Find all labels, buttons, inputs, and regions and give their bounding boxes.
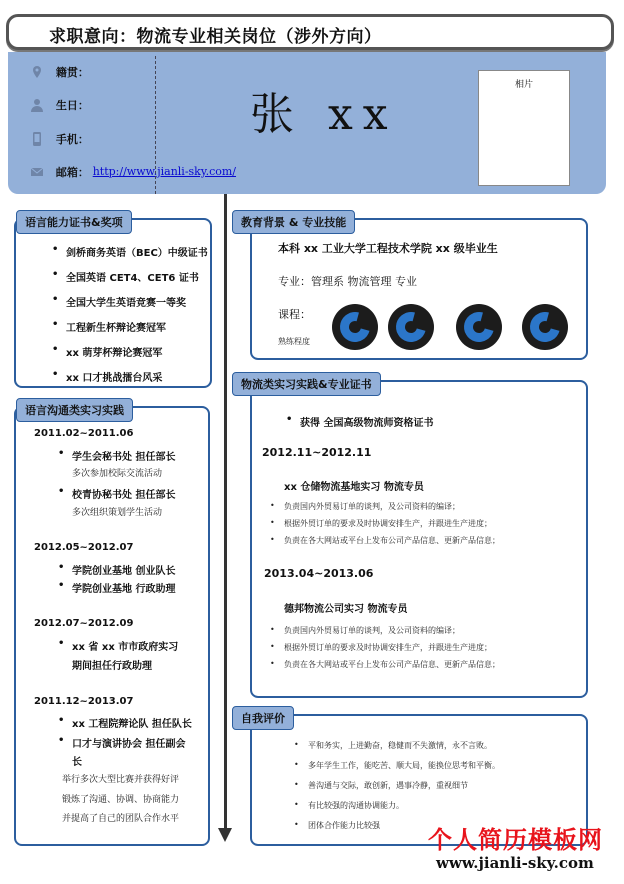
skill-donut xyxy=(522,304,568,350)
mail-icon xyxy=(30,165,44,179)
info-label: 籍贯： xyxy=(55,66,89,79)
list-item: • 剑桥商务英语（BEC）中级证书 xyxy=(66,244,208,259)
info-birthday xyxy=(30,97,89,113)
list-item: • 学院创业基地 创业队长 xyxy=(72,562,175,577)
skill-label: 熟练程度 xyxy=(278,337,310,346)
duty-item: • 根据外贸订单的要求及时协调安排生产，并跟进生产进度； xyxy=(284,518,492,529)
section-tag-education: 教育背景 & 专业技能 xyxy=(232,210,355,234)
skill-donut xyxy=(332,304,378,350)
list-item: • 口才与演讲协会 担任副会 xyxy=(72,735,185,750)
list-item: • 获得 全国高级物流师资格证书 xyxy=(300,414,433,429)
duty-item: • 负责国内外贸易订单的谈判，及公司资料的编译； xyxy=(284,501,460,512)
section-tag-logistics: 物流类实习实践&专业证书 xyxy=(232,372,381,396)
list-detail: 期间担任行政助理 xyxy=(72,661,152,672)
page-title: 求职意向：物流专业相关岗位（涉外方向） xyxy=(49,27,382,47)
course-label: 课程： xyxy=(278,308,311,321)
info-label: 手机： xyxy=(55,133,89,146)
job-title: xx 仓储物流基地实习 物流专员 xyxy=(284,482,424,493)
list-item: • 校青协秘书处 担任部长 xyxy=(72,486,175,501)
list-detail: 多次组织策划学生活动 xyxy=(72,508,163,518)
location-icon xyxy=(30,65,44,79)
info-email xyxy=(30,164,236,180)
date-range: 2012.05~2012.07 xyxy=(34,542,134,553)
degree-line: 本科 xx 工业大学工程技术学院 xx 级毕业生 xyxy=(278,242,498,255)
section-tag-certs: 语言能力证书&奖项 xyxy=(16,210,132,234)
arrow-down-icon xyxy=(218,828,232,842)
list-item: • 平和务实，上进勤奋，稳健而不失激情，永不言败。 xyxy=(308,740,492,751)
list-item: • xx 工程院辩论队 担任队长 xyxy=(72,715,192,730)
phone-icon xyxy=(30,132,44,146)
watermark-title: 个人简历模板网 xyxy=(428,826,603,854)
section-tag-self-eval: 自我评价 xyxy=(232,706,294,730)
certs-box xyxy=(14,218,212,388)
duty-item: • 负责国内外贸易订单的谈判，及公司资料的编译； xyxy=(284,625,460,636)
photo-label: 相片 xyxy=(514,80,533,90)
info-phone xyxy=(30,131,89,147)
list-item: • 学生会秘书处 担任部长 xyxy=(72,448,175,463)
info-hometown xyxy=(30,64,89,80)
logistics-box xyxy=(250,380,588,698)
duty-item: • 根据外贸订单的要求及时协调安排生产，并跟进生产进度； xyxy=(284,642,492,653)
list-detail: 并提高了自己的团队合作水平 xyxy=(62,814,180,824)
candidate-name: 张 xx xyxy=(250,89,398,140)
skill-donut xyxy=(388,304,434,350)
date-range: 2011.02~2011.06 xyxy=(34,428,134,439)
date-range: 2012.11~2012.11 xyxy=(262,446,372,459)
section-tag-lang-practice: 语言沟通类实习实践 xyxy=(16,398,133,422)
job-title: 德邦物流公司实习 物流专员 xyxy=(284,604,408,615)
title-bar xyxy=(6,14,614,50)
email-link[interactable]: http://www.jianli-sky.com/ xyxy=(92,165,237,178)
date-range: 2013.04~2013.06 xyxy=(264,567,374,580)
list-item: • 工程新生杯辩论赛冠军 xyxy=(66,319,166,334)
list-item: • xx 萌芽杯辩论赛冠军 xyxy=(66,344,162,359)
duty-item: • 负责在各大网站或平台上发布公司产品信息、更新产品信息； xyxy=(284,659,500,670)
list-item: • 团体合作能力比较强 xyxy=(308,820,380,831)
photo-placeholder xyxy=(478,70,570,186)
watermark-url: www.jianli-sky.com xyxy=(436,854,594,872)
list-item: • xx 口才挑战擂台风采 xyxy=(66,369,162,384)
info-label: 邮箱： xyxy=(55,166,89,179)
list-item: • 有比较强的沟通协调能力。 xyxy=(308,800,404,811)
education-box xyxy=(250,218,588,360)
list-item: • 全国大学生英语竞赛一等奖 xyxy=(66,294,186,309)
list-detail: 多次参加校际交流活动 xyxy=(72,469,163,479)
major-line: 专业：管理系 物流管理 专业 xyxy=(278,275,417,288)
list-detail: 举行多次大型比赛并获得好评 xyxy=(62,775,180,785)
lang-practice-box xyxy=(14,406,210,846)
list-item: • 多年学生工作，能吃苦、顺大局，能换位思考和平衡。 xyxy=(308,760,500,771)
list-detail: 长 xyxy=(72,757,82,768)
list-item: • 学院创业基地 行政助理 xyxy=(72,580,175,595)
duty-item: • 负责在各大网站或平台上发布公司产品信息、更新产品信息； xyxy=(284,535,500,546)
list-item: • xx 省 xx 市市政府实习 xyxy=(72,638,178,653)
date-range: 2011.12~2013.07 xyxy=(34,696,134,707)
person-icon xyxy=(30,98,44,112)
list-item: • 善沟通与交际，敢创新，遇事冷静，重视细节 xyxy=(308,780,468,791)
list-detail: 锻炼了沟通、协调、协商能力 xyxy=(62,795,180,805)
date-range: 2012.07~2012.09 xyxy=(34,618,134,629)
info-label: 生日： xyxy=(55,99,89,112)
skill-donut xyxy=(456,304,502,350)
list-item: • 全国英语 CET4、CET6 证书 xyxy=(66,269,199,284)
timeline-axis xyxy=(224,194,227,830)
